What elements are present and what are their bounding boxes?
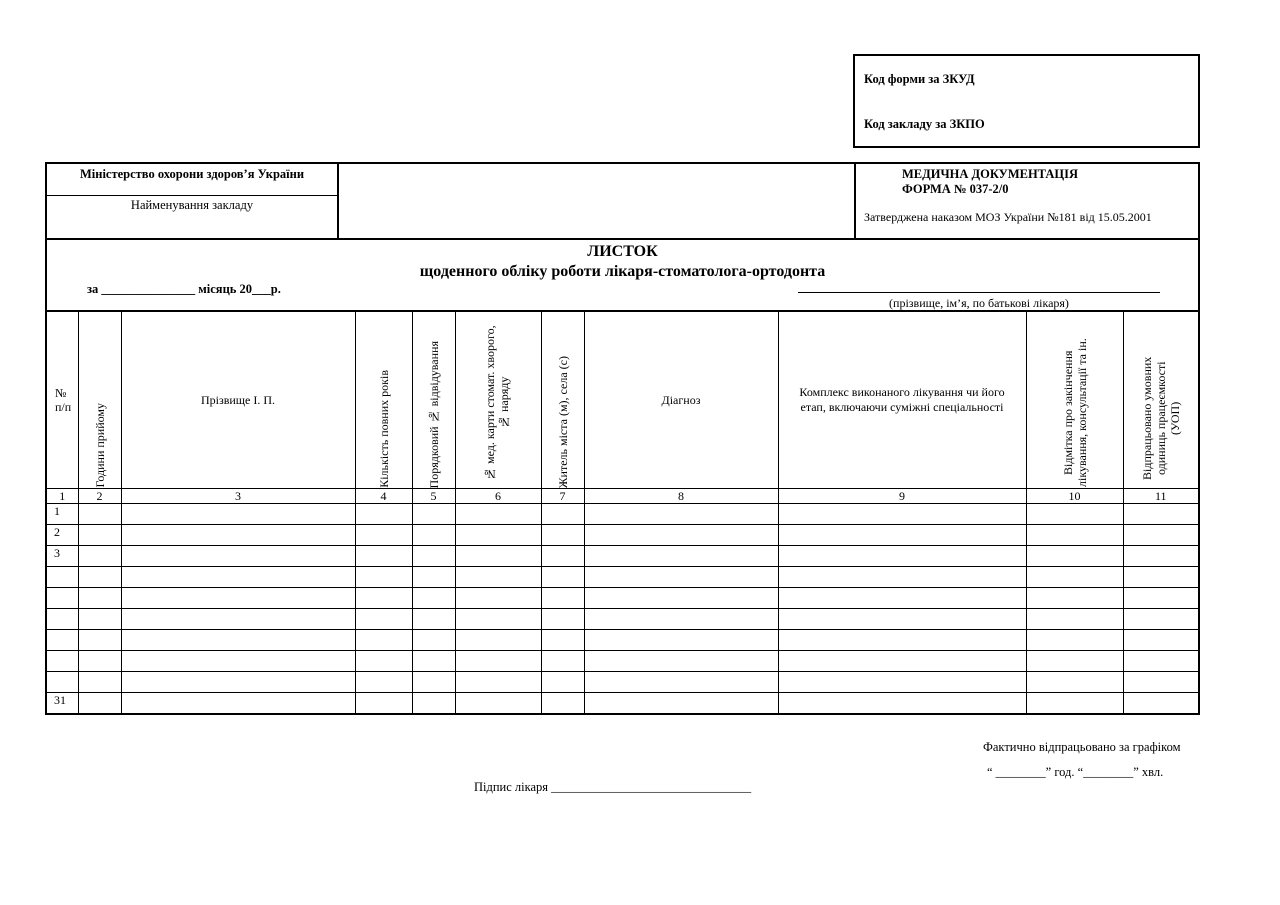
table-cell (412, 588, 455, 609)
table-cell (121, 567, 355, 588)
row-number-cell (46, 651, 78, 672)
medical-doc-label: МЕДИЧНА ДОКУМЕНТАЦІЯ (902, 167, 1079, 181)
table-cell (584, 609, 778, 630)
document-title: ЛИСТОК (587, 243, 658, 260)
table-cell (1026, 525, 1123, 546)
doctor-name-caption: (прізвище, ім’я, по батькові лікаря) (889, 296, 1069, 310)
row-number-cell (46, 588, 78, 609)
institution-block (47, 164, 339, 240)
table-cell (1123, 546, 1199, 567)
table-cell (78, 651, 121, 672)
table-cell (1123, 588, 1199, 609)
table-cell (121, 651, 355, 672)
col-header-hours: Години прийому (78, 311, 121, 489)
table-cell (121, 630, 355, 651)
table-cell (541, 672, 584, 693)
col-header-visit-number: Порядковий № відвідування (412, 311, 455, 489)
table-cell (1123, 525, 1199, 546)
row-number-cell (46, 672, 78, 693)
table-cell (355, 693, 412, 715)
table-cell (412, 672, 455, 693)
doctor-signature-field: Підпис лікаря ________________________________ (474, 780, 752, 794)
zkpo-code-label: Код закладу за ЗКПО (864, 117, 985, 131)
table-row (46, 651, 1199, 672)
table-cell (1026, 546, 1123, 567)
col-header-uop: Відпрацьовано умовних одиниць працеємкості (УОП) (1123, 311, 1199, 489)
col-header-card-number: № мед. карти стомат. хворого, № наряду (455, 311, 541, 489)
table-cell (78, 609, 121, 630)
table-cell (78, 588, 121, 609)
table-cell (1026, 693, 1123, 715)
table-cell (355, 588, 412, 609)
table-cell (455, 504, 541, 525)
table-cell (1026, 567, 1123, 588)
title-block (45, 238, 1200, 312)
col-header-number: № п/п (46, 311, 78, 489)
table-cell (778, 504, 1026, 525)
table-cell (355, 525, 412, 546)
row-number-cell: 3 (46, 546, 78, 567)
table-cell (355, 672, 412, 693)
table-cell (121, 609, 355, 630)
actual-worked-label: Фактично відпрацьовано за графіком (983, 740, 1181, 754)
table-cell (78, 567, 121, 588)
daily-log-table (45, 310, 1200, 715)
column-number-row: 1 2 3 4 5 6 7 8 9 10 11 (46, 489, 1199, 504)
table-cell (778, 525, 1026, 546)
table-cell (412, 567, 455, 588)
form-number: ФОРМА № 037-2/0 (902, 182, 1009, 196)
col-header-completion: Відмітка про закінчення лікування, консультації та ін. (1026, 311, 1123, 489)
table-cell (778, 588, 1026, 609)
table-cell (778, 651, 1026, 672)
table-cell (121, 693, 355, 715)
table-cell (584, 588, 778, 609)
table-cell (584, 525, 778, 546)
table-row (46, 588, 1199, 609)
table-cell (121, 546, 355, 567)
document-subtitle: щоденного обліку роботи лікаря-стоматолога-ортодонта (419, 263, 826, 280)
table-cell (541, 693, 584, 715)
table-cell (455, 546, 541, 567)
zkud-code-label: Код форми за ЗКУД (864, 72, 975, 86)
table-cell (355, 609, 412, 630)
table-cell (541, 525, 584, 546)
table-cell (355, 651, 412, 672)
table-cell (1026, 609, 1123, 630)
table-cell (412, 504, 455, 525)
table-cell (778, 609, 1026, 630)
table-cell (455, 609, 541, 630)
table-cell (778, 693, 1026, 715)
table-cell (412, 546, 455, 567)
table-cell (455, 588, 541, 609)
table-row (46, 672, 1199, 693)
table-cell (541, 504, 584, 525)
table-cell (1026, 630, 1123, 651)
institution-divider (47, 195, 337, 196)
table-cell (778, 567, 1026, 588)
table-cell (78, 525, 121, 546)
table-cell (121, 504, 355, 525)
row-number-cell: 2 (46, 525, 78, 546)
table-cell (1026, 588, 1123, 609)
table-cell (412, 651, 455, 672)
table-row (46, 630, 1199, 651)
table-cell (778, 546, 1026, 567)
table-cell (778, 630, 1026, 651)
table-cell (412, 630, 455, 651)
table-cell (584, 693, 778, 715)
table-cell (355, 567, 412, 588)
table-cell (1026, 504, 1123, 525)
col-header-residence: Житель міста (м), села (с) (541, 311, 584, 489)
table-cell (1123, 693, 1199, 715)
table-cell (541, 609, 584, 630)
table-cell (1026, 651, 1123, 672)
table-body (46, 504, 1199, 715)
table-cell (412, 609, 455, 630)
row-number-cell (46, 609, 78, 630)
table-cell (1123, 504, 1199, 525)
table-cell (1123, 651, 1199, 672)
table-cell (584, 504, 778, 525)
table-row (46, 567, 1199, 588)
table-row (46, 504, 1199, 525)
table-cell (78, 630, 121, 651)
table-cell (1123, 672, 1199, 693)
table-cell (584, 630, 778, 651)
form-info-block (854, 164, 1200, 240)
table-cell (1123, 609, 1199, 630)
table-cell (78, 504, 121, 525)
ministry-name: Міністерство охорони здоров’я України (79, 167, 305, 181)
table-cell (455, 525, 541, 546)
col-header-diagnosis: Діагноз (584, 311, 778, 489)
table-cell (541, 567, 584, 588)
table-row (46, 546, 1199, 567)
row-number-cell: 1 (46, 504, 78, 525)
approval-note: Затверджена наказом МОЗ України №181 від 15.05.2001 (864, 210, 1152, 224)
table-cell (355, 630, 412, 651)
table-cell (121, 588, 355, 609)
table-cell (455, 672, 541, 693)
table-cell (778, 672, 1026, 693)
table-cell (78, 693, 121, 715)
table-cell (455, 651, 541, 672)
table-cell (584, 567, 778, 588)
col-header-age: Кількість повних років (355, 311, 412, 489)
table-cell (541, 588, 584, 609)
table-cell (78, 672, 121, 693)
table-cell (1123, 630, 1199, 651)
table-cell (412, 525, 455, 546)
table-cell (541, 651, 584, 672)
table-cell (355, 504, 412, 525)
table-cell (355, 546, 412, 567)
table-cell (1026, 672, 1123, 693)
col-header-name: Прізвище І. П. (121, 311, 355, 489)
form-codes-box (853, 54, 1200, 148)
table-cell (584, 546, 778, 567)
table-cell (541, 546, 584, 567)
table-cell (455, 630, 541, 651)
row-number-cell: 31 (46, 693, 78, 715)
table-row (46, 609, 1199, 630)
table-cell (1123, 567, 1199, 588)
table-cell (584, 672, 778, 693)
table-row (46, 693, 1199, 715)
table-cell (584, 651, 778, 672)
col-header-treatment: Комплекс виконаного лікування чи його етап, включаючи суміжні спеціальності (778, 311, 1026, 489)
table-cell (78, 546, 121, 567)
row-number-cell (46, 567, 78, 588)
table-header-row (46, 311, 1199, 489)
table-cell (412, 693, 455, 715)
form-header (45, 162, 1200, 240)
table-row (46, 525, 1199, 546)
table-cell (455, 693, 541, 715)
row-number-cell (46, 630, 78, 651)
period-field: за _______________ місяць 20___р. (87, 282, 281, 296)
table-cell (455, 567, 541, 588)
table-cell (121, 525, 355, 546)
hours-minutes-field: “ ________” год. “________” хвл. (987, 765, 1164, 779)
table-cell (541, 630, 584, 651)
doctor-name-line (798, 292, 1160, 293)
table-cell (121, 672, 355, 693)
institution-label: Найменування закладу (130, 198, 254, 212)
